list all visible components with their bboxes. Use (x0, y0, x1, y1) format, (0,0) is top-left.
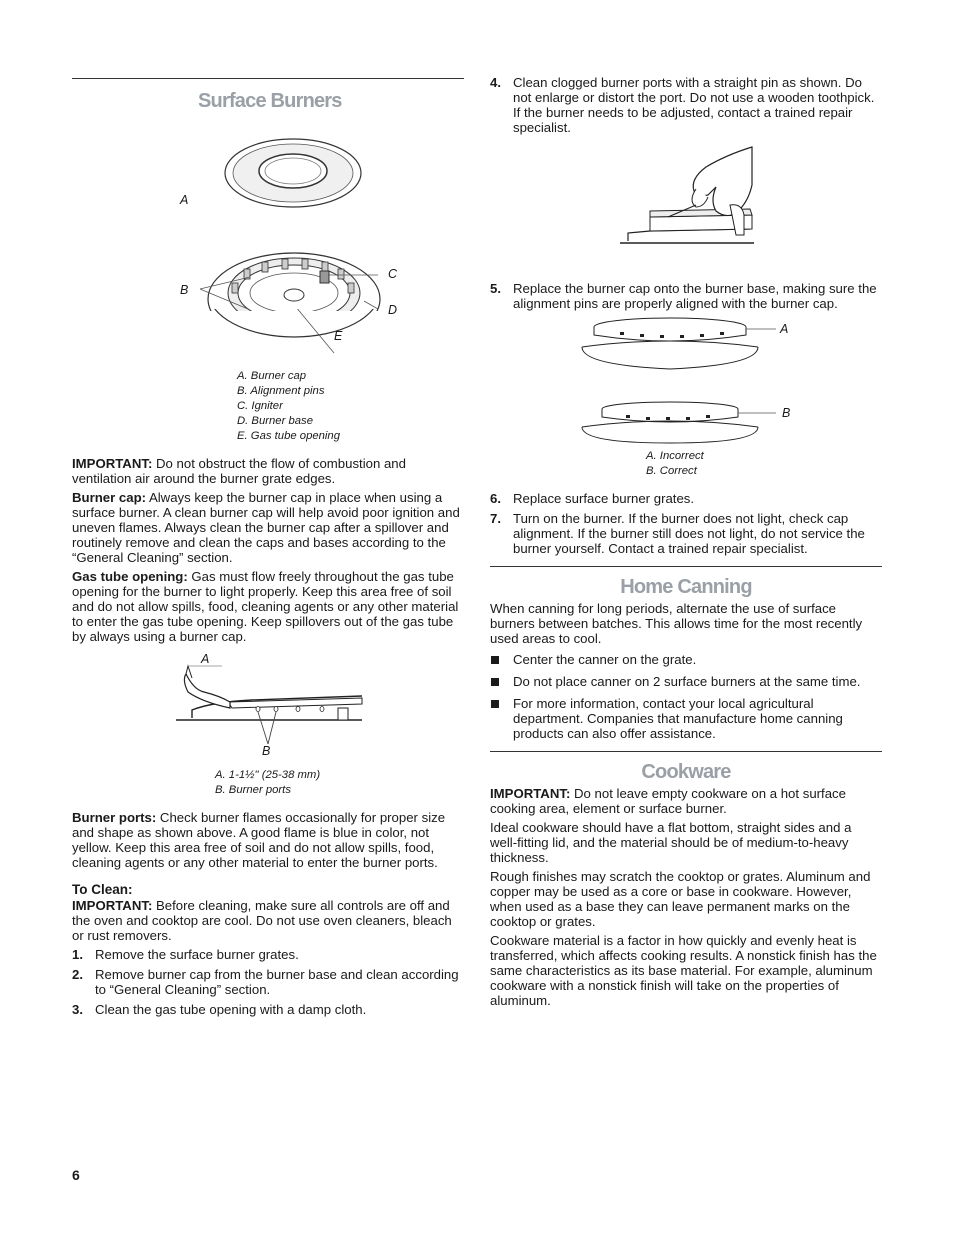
list-item: For more information, contact your local agricultural department. Companies that manufacture home canning products can also offer assistance. (490, 696, 882, 741)
bullet-square-icon (491, 678, 499, 686)
burner-diagram-bottom (72, 309, 464, 361)
burner-illustration (72, 113, 464, 311)
caption-line: B. Correct (646, 465, 697, 477)
cap-alignment-illustration (490, 317, 882, 445)
fig1-caption (72, 369, 464, 444)
bullet-square-icon (491, 700, 499, 708)
cookware-important-paragraph: IMPORTANT: Do not leave empty cookware on a hot surface cooking area, element or surface burner. (490, 786, 846, 816)
fig1-label-b: B (180, 283, 189, 297)
burner-ports-paragraph: Burner ports: Check burner flames occasionally for proper size and shape as shown above. A good flame is blue in color, not yellow. Keep this area free of soil and do not allow spills, food, cleaning agents or any other material to enter the burner ports. (72, 810, 446, 870)
section-title-home-canning: Home Canning (620, 576, 752, 598)
cap-alignment-diagram (490, 317, 882, 445)
cleaning-steps-list (72, 947, 464, 1017)
pin-cleaning-illustration (490, 145, 882, 273)
list-item: Do not place canner on 2 surface burners at the same time. (490, 674, 882, 689)
fig4-label-a: A (780, 322, 789, 336)
home-canning-intro: When canning for long periods, alternate the use of surface burners between batches. This allows time for the most recently used areas to cool. (490, 601, 863, 646)
cookware-paragraph: Ideal cookware should have a flat bottom, straight sides and a well-fitting lid, and the material should be of medium-to-heavy thickness. (490, 820, 852, 865)
pin-cleaning-diagram (490, 145, 882, 273)
caption-line: B. Alignment pins (237, 385, 325, 397)
section-title-cookware: Cookware (641, 761, 731, 783)
list-item: 3. Clean the gas tube opening with a damp cloth. (72, 1002, 367, 1017)
burner-cap-paragraph: Burner cap: Always keep the burner cap in place when using a surface burner. A clean burner cap will help avoid poor ignition and uneven flames. Always clean the burner cap after a spillover and routinely remove and clean the caps and bases according to the “General Cleaning” section. (72, 490, 460, 565)
caption-line: B. Burner ports (215, 784, 291, 796)
list-item: 4. Clean clogged burner ports with a straight pin as shown. Do not enlarge or distort the port. Do not use a wooden toothpick. If the burner needs to be adjusted, contact a trained repair specialist. (490, 75, 875, 135)
fig1-label-d: D (388, 303, 398, 317)
list-item: 2. Remove burner cap from the burner base and clean according to “General Cleaning” section. (72, 967, 459, 997)
fig2-label-b: B (262, 744, 271, 758)
caption-line: E. Gas tube opening (237, 430, 341, 442)
fig1-label-a: A (180, 193, 189, 207)
cleaning-steps-list-continued (490, 75, 882, 135)
list-item: 1. Remove the surface burner grates. (72, 947, 299, 962)
section-title-surface-burners: Surface Burners (198, 90, 342, 112)
caption-line: A. Incorrect (646, 450, 704, 462)
fig2-label-a: A (201, 652, 210, 666)
fig4-caption (490, 449, 882, 479)
to-clean-heading: To Clean: (72, 882, 133, 897)
section-divider (72, 78, 464, 79)
list-item: 7. Turn on the burner. If the burner does not light, check cap alignment. If the burner still does not light, do not service the burner yourself. Contact a trained repair specialist. (490, 511, 865, 556)
gas-tube-paragraph: Gas tube opening: Gas must flow freely throughout the gas tube opening for the burner to light properly. Keep this area free of soil and do not allow spills, food, cleaning agents or any other material to enter the gas tube opening. Keep spillovers out of the gas tube by always using a burner cap. (72, 569, 459, 644)
caption-line: C. Igniter (237, 400, 283, 412)
cookware-paragraph: Cookware material is a factor in how quickly and evenly heat is transferred, which affects cooking results. A nonstick finish has the same characteristics as its base material. For example, aluminum cookware with a nonstick finish will take on the properties of aluminum. (490, 933, 877, 1008)
list-item: Center the canner on the grate. (490, 652, 882, 667)
left-column (72, 78, 464, 1022)
cleaning-steps-list-6-7 (490, 491, 882, 556)
fig4-label-b: B (782, 406, 791, 420)
caption-line: D. Burner base (237, 415, 313, 427)
clean-important-paragraph: IMPORTANT: Before cleaning, make sure all controls are off and the oven and cooktop are cool. Do not use oven cleaners, bleach or rust removers. (72, 898, 452, 943)
section-divider (490, 566, 882, 567)
fig1-label-c: C (388, 267, 398, 281)
list-item: 5. Replace the burner cap onto the burner base, making sure the alignment pins are properly aligned with the burner cap. (490, 281, 877, 311)
fig1-label-e: E (334, 329, 343, 343)
caption-line: A. Burner cap (237, 370, 307, 382)
list-item: 6. Replace surface burner grates. (490, 491, 695, 506)
caption-line: A. 1-1½" (25-38 mm) (215, 769, 321, 781)
flame-diagram (72, 652, 464, 762)
home-canning-bullets (490, 652, 882, 741)
cookware-paragraph: Rough finishes may scratch the cooktop or grates. Aluminum and copper may be used as a core or base in cookware. However, when used as a base they can leave permanent marks on the cooktop or grates. (490, 869, 871, 929)
burner-diagram (72, 113, 464, 317)
bullet-square-icon (491, 656, 499, 664)
right-column (490, 75, 882, 1012)
section-divider (490, 751, 882, 752)
important-paragraph: IMPORTANT: Do not obstruct the flow of combustion and ventilation air around the burner grate edges. (72, 456, 406, 486)
cleaning-steps-list-5 (490, 281, 882, 311)
page-number: 6 (72, 1167, 80, 1183)
fig2-caption (72, 768, 464, 798)
